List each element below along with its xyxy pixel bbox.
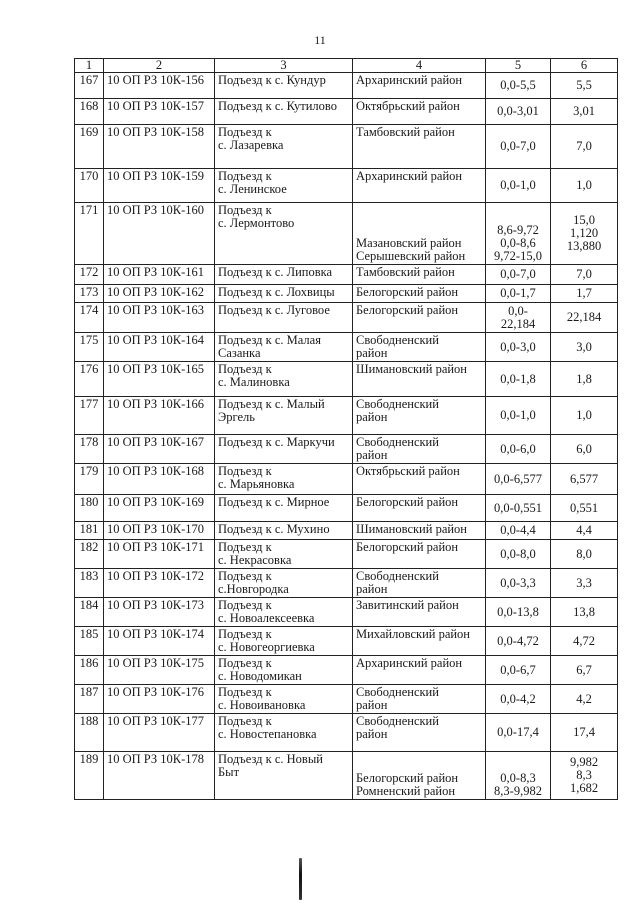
road-name-cell-line: с. Малиновка: [218, 375, 290, 389]
length-cell-line: 7,0: [576, 267, 592, 281]
district-cell-line: Белогорский район: [356, 495, 459, 509]
district-cell-line: Свободненский: [356, 435, 439, 449]
road-name-cell-line: Подъезд к с. Кутилово: [218, 99, 337, 113]
road-id-cell: 10 ОП РЗ 10К-156: [104, 73, 215, 99]
road-id-cell: 10 ОП РЗ 10К-158: [104, 125, 215, 169]
km-range-cell-line: 0,0-7,0: [500, 139, 536, 153]
length-cell-line: 8,3: [576, 768, 592, 782]
km-range-cell: [486, 598, 551, 627]
road-name-cell-line: Подъезд к: [218, 714, 272, 728]
road-name-cell: [215, 569, 353, 598]
road-name-cell: [215, 685, 353, 714]
road-id-cell: 10 ОП РЗ 10К-170: [104, 522, 215, 540]
row-number-cell: 170: [75, 169, 104, 203]
road-id-cell: 10 ОП РЗ 10К-157: [104, 99, 215, 125]
km-range-cell-line: 0,0-1,8: [500, 371, 536, 386]
road-id-cell: 10 ОП РЗ 10К-176: [104, 685, 215, 714]
road-name-cell-line: Эргель: [218, 410, 255, 424]
road-name-cell-line: с. Лермонтово: [218, 216, 295, 230]
district-cell-line: район: [356, 410, 388, 424]
length-cell-line: 22,184: [566, 310, 602, 324]
km-range-cell-line: 0,0-7,0: [500, 267, 536, 281]
road-id-cell: 10 ОП РЗ 10К-174: [104, 627, 215, 656]
table-row: [75, 333, 618, 362]
district-cell: [353, 169, 486, 203]
length-cell: [551, 522, 618, 540]
district-cell-line: Белогорский район: [356, 771, 459, 785]
road-name-cell-line: с. Новогеоргиевка: [218, 640, 315, 654]
district-cell-line: Шимановский район: [356, 362, 467, 376]
length-cell: [551, 285, 618, 303]
km-range-cell: [486, 522, 551, 540]
district-cell-line: Архаринский район: [356, 656, 463, 670]
road-name-cell: [215, 495, 353, 522]
district-cell: [353, 540, 486, 569]
district-cell: [353, 73, 486, 99]
road-name-cell-line: Подъезд к с. Малая: [218, 333, 321, 347]
length-cell-line: 3,01: [573, 104, 595, 118]
district-cell: [353, 714, 486, 752]
road-id-cell: 10 ОП РЗ 10К-178: [104, 752, 215, 800]
km-range-cell-line: 0,0-8,0: [500, 546, 536, 561]
road-name-cell: [215, 285, 353, 303]
road-name-cell: [215, 522, 353, 540]
km-range-cell: [486, 714, 551, 752]
length-cell: [551, 303, 618, 333]
length-cell: [551, 540, 618, 569]
column-header: 3: [215, 59, 353, 73]
road-name-cell: [215, 598, 353, 627]
road-id-cell: 10 ОП РЗ 10К-160: [104, 203, 215, 265]
km-range-cell-line: 0,0-4,4: [500, 523, 536, 537]
km-range-cell: [486, 265, 551, 285]
length-cell: [551, 99, 618, 125]
row-number-cell: 184: [75, 598, 104, 627]
row-number-cell: 176: [75, 362, 104, 397]
km-range-cell-line: 0,0-8,3: [500, 771, 536, 785]
km-range-cell: [486, 285, 551, 303]
table-row: [75, 569, 618, 598]
km-range-cell-line: 0,0-4,72: [497, 633, 539, 648]
table-row: [75, 362, 618, 397]
length-cell: [551, 333, 618, 362]
km-range-cell-line: 0,0-6,7: [500, 662, 536, 677]
table-row: [75, 285, 618, 303]
district-cell-line: Ромненский район: [356, 784, 456, 798]
road-name-cell-line: Подъезд к: [218, 656, 272, 670]
km-range-cell-line: 9,72-15,0: [494, 249, 542, 263]
km-range-cell: [486, 495, 551, 522]
road-name-cell-line: с. Новоалексеевка: [218, 611, 315, 625]
road-name-cell: [215, 627, 353, 656]
table-row: [75, 752, 618, 800]
column-header: 5: [486, 59, 551, 73]
road-name-cell-line: Подъезд к: [218, 464, 272, 478]
district-cell: [353, 598, 486, 627]
length-cell: [551, 397, 618, 435]
length-cell-line: 1,7: [576, 286, 592, 300]
km-range-cell-line: 0,0-6,0: [500, 441, 536, 456]
road-name-cell-line: Подъезд к с. Маркучи: [218, 435, 335, 449]
road-id-cell: 10 ОП РЗ 10К-175: [104, 656, 215, 685]
row-number-cell: 174: [75, 303, 104, 333]
road-name-cell-line: с. Новостепановка: [218, 727, 317, 741]
row-number-cell: 189: [75, 752, 104, 800]
road-name-cell: [215, 714, 353, 752]
length-cell: [551, 73, 618, 99]
km-range-cell-line: 0,0-5,5: [500, 78, 536, 92]
km-range-cell: [486, 397, 551, 435]
length-cell-line: 4,2: [576, 691, 592, 706]
row-number-cell: 169: [75, 125, 104, 169]
length-cell-line: 5,5: [576, 78, 592, 92]
district-cell-line: район: [356, 727, 388, 741]
row-number-cell: 168: [75, 99, 104, 125]
district-cell-line: Архаринский район: [356, 73, 463, 87]
district-cell: [353, 752, 486, 800]
road-name-cell: [215, 73, 353, 99]
table-row: [75, 125, 618, 169]
road-id-cell: 10 ОП РЗ 10К-161: [104, 265, 215, 285]
road-id-cell: 10 ОП РЗ 10К-165: [104, 362, 215, 397]
km-range-cell: [486, 303, 551, 333]
road-id-cell: 10 ОП РЗ 10К-168: [104, 464, 215, 495]
road-id-cell: 10 ОП РЗ 10К-169: [104, 495, 215, 522]
district-cell: [353, 362, 486, 397]
road-name-cell-line: Подъезд к: [218, 169, 272, 183]
km-range-cell: [486, 125, 551, 169]
km-range-cell-line: 0,0-: [508, 303, 528, 318]
km-range-cell-line: 0,0-8,6: [500, 236, 536, 250]
district-cell: [353, 495, 486, 522]
table-row: [75, 169, 618, 203]
district-cell: [353, 685, 486, 714]
row-number-cell: 181: [75, 522, 104, 540]
table-row: [75, 397, 618, 435]
district-cell-line: район: [356, 698, 388, 712]
km-range-cell-line: 8,6-9,72: [497, 223, 539, 237]
length-cell: [551, 435, 618, 464]
district-cell-line: Белогорский район: [356, 303, 459, 317]
road-name-cell-line: Подъезд к с. Мухино: [218, 522, 330, 536]
column-header: 1: [75, 59, 104, 73]
road-id-cell: 10 ОП РЗ 10К-167: [104, 435, 215, 464]
road-name-cell: [215, 752, 353, 800]
length-cell: [551, 627, 618, 656]
district-cell-line: Белогорский район: [356, 540, 459, 554]
table-row: [75, 464, 618, 495]
road-id-cell: 10 ОП РЗ 10К-163: [104, 303, 215, 333]
length-cell: [551, 598, 618, 627]
row-number-cell: 171: [75, 203, 104, 265]
road-name-cell-line: Подъезд к: [218, 203, 272, 217]
km-range-cell-line: 0,0-6,577: [494, 471, 542, 486]
district-cell: [353, 522, 486, 540]
road-name-cell-line: Подъезд к: [218, 627, 272, 641]
district-cell-line: Шимановский район: [356, 522, 467, 536]
district-cell-line: район: [356, 448, 388, 462]
km-range-cell: [486, 464, 551, 495]
km-range-cell: [486, 540, 551, 569]
length-cell: [551, 265, 618, 285]
road-name-cell-line: Подъезд к с. Малый: [218, 397, 325, 411]
length-cell: [551, 569, 618, 598]
district-cell: [353, 397, 486, 435]
table-row: [75, 435, 618, 464]
km-range-cell-line: 0,0-3,01: [497, 104, 539, 118]
length-cell: [551, 685, 618, 714]
district-cell-line: Октябрьский район: [356, 99, 460, 113]
km-range-cell: [486, 656, 551, 685]
row-number-cell: 183: [75, 569, 104, 598]
road-name-cell: [215, 333, 353, 362]
road-name-cell-line: с. Лазаревка: [218, 138, 284, 152]
road-name-cell: [215, 464, 353, 495]
district-cell-line: Свободненский: [356, 569, 439, 583]
length-cell-line: 15,0: [573, 213, 595, 227]
km-range-cell-line: 0,0-17,4: [497, 725, 539, 739]
table-row: [75, 522, 618, 540]
district-cell-line: Мазановский район: [356, 236, 462, 250]
table-row: [75, 495, 618, 522]
road-name-cell: [215, 362, 353, 397]
road-name-cell-line: Подъезд к с. Луговое: [218, 303, 330, 317]
district-cell: [353, 333, 486, 362]
table-row: [75, 656, 618, 685]
table-row: [75, 73, 618, 99]
district-cell: [353, 285, 486, 303]
road-name-cell: [215, 99, 353, 125]
length-cell-line: 8,0: [576, 546, 592, 561]
table-row: [75, 99, 618, 125]
km-range-cell: [486, 685, 551, 714]
length-cell: [551, 495, 618, 522]
table-row: [75, 714, 618, 752]
length-cell-line: 6,577: [569, 471, 599, 486]
road-name-cell: [215, 397, 353, 435]
row-number-cell: 179: [75, 464, 104, 495]
length-cell-line: 4,4: [576, 523, 592, 537]
road-name-cell-line: Подъезд к: [218, 540, 272, 554]
length-cell-line: 0,551: [569, 500, 599, 515]
table-row: [75, 203, 618, 265]
road-id-cell: 10 ОП РЗ 10К-166: [104, 397, 215, 435]
road-name-cell-line: Подъезд к: [218, 598, 272, 612]
length-cell-line: 1,682: [569, 781, 599, 795]
district-cell-line: Михайловский район: [356, 627, 470, 641]
road-name-cell: [215, 435, 353, 464]
header-row: [75, 59, 618, 73]
table-row: [75, 627, 618, 656]
district-cell-line: Тамбовский район: [356, 125, 455, 139]
district-cell-line: Архаринский район: [356, 169, 463, 183]
table-row: [75, 540, 618, 569]
district-cell-line: Свободненский: [356, 714, 439, 728]
road-name-cell-line: Подъезд к с. Лохвицы: [218, 285, 335, 299]
km-range-cell: [486, 362, 551, 397]
km-range-cell: [486, 73, 551, 99]
row-number-cell: 178: [75, 435, 104, 464]
km-range-cell-line: 8,3-9,982: [494, 784, 542, 798]
length-cell-line: 1,120: [569, 226, 599, 240]
km-range-cell: [486, 169, 551, 203]
road-id-cell: 10 ОП РЗ 10К-164: [104, 333, 215, 362]
column-header: 4: [353, 59, 486, 73]
road-id-cell: 10 ОП РЗ 10К-172: [104, 569, 215, 598]
road-name-cell-line: Подъезд к: [218, 362, 272, 376]
row-number-cell: 177: [75, 397, 104, 435]
district-cell: [353, 464, 486, 495]
district-cell: [353, 569, 486, 598]
length-cell-line: 1,8: [576, 371, 592, 386]
road-name-cell-line: с. Некрасовка: [218, 553, 292, 567]
row-number-cell: 187: [75, 685, 104, 714]
district-cell-line: район: [356, 582, 388, 596]
road-name-cell: [215, 125, 353, 169]
road-name-cell-line: Подъезд к с. Мирное: [218, 495, 330, 509]
length-cell-line: 13,8: [573, 604, 595, 619]
length-cell-line: 4,72: [573, 633, 595, 648]
district-cell: [353, 99, 486, 125]
district-cell: [353, 203, 486, 265]
table-row: [75, 265, 618, 285]
row-number-cell: 167: [75, 73, 104, 99]
roads-registry-table: [74, 58, 618, 800]
column-header: 2: [104, 59, 215, 73]
road-name-cell: [215, 203, 353, 265]
km-range-cell: [486, 627, 551, 656]
km-range-cell: [486, 752, 551, 800]
length-cell-line: 9,982: [569, 755, 599, 769]
district-cell-line: Октябрьский район: [356, 464, 460, 478]
length-cell-line: 6,7: [576, 662, 592, 677]
row-number-cell: 185: [75, 627, 104, 656]
district-cell-line: Серышевский район: [356, 249, 466, 263]
row-number-cell: 172: [75, 265, 104, 285]
road-id-cell: 10 ОП РЗ 10К-173: [104, 598, 215, 627]
district-cell: [353, 656, 486, 685]
km-range-cell: [486, 569, 551, 598]
road-id-cell: 10 ОП РЗ 10К-177: [104, 714, 215, 752]
km-range-cell-line: 0,0-1,0: [500, 178, 536, 192]
km-range-cell: [486, 333, 551, 362]
road-name-cell-line: с. Новоивановка: [218, 698, 306, 712]
length-cell-line: 1,0: [576, 408, 592, 422]
length-cell-line: 6,0: [576, 441, 592, 456]
length-cell-line: 17,4: [573, 725, 595, 739]
table-body: [75, 73, 618, 800]
length-cell: [551, 714, 618, 752]
road-name-cell-line: Подъезд к: [218, 125, 272, 139]
row-number-cell: 188: [75, 714, 104, 752]
table-row: [75, 598, 618, 627]
table-row: [75, 303, 618, 333]
length-cell-line: 3,3: [576, 575, 592, 590]
road-name-cell-line: Сазанка: [218, 346, 261, 360]
road-name-cell: [215, 656, 353, 685]
road-name-cell-line: с. Марьяновка: [218, 477, 295, 491]
road-name-cell-line: с.Новгородка: [218, 582, 289, 596]
row-number-cell: 180: [75, 495, 104, 522]
row-number-cell: 186: [75, 656, 104, 685]
road-id-cell: 10 ОП РЗ 10К-162: [104, 285, 215, 303]
road-name-cell: [215, 540, 353, 569]
district-cell-line: Свободненский: [356, 333, 439, 347]
row-number-cell: 173: [75, 285, 104, 303]
road-name-cell-line: Быт: [218, 765, 240, 779]
length-cell-line: 7,0: [576, 139, 592, 153]
length-cell-line: 1,0: [576, 178, 592, 192]
district-cell: [353, 627, 486, 656]
km-range-cell-line: 0,0-4,2: [500, 691, 536, 706]
length-cell: [551, 656, 618, 685]
length-cell-line: 3,0: [576, 339, 592, 354]
length-cell: [551, 464, 618, 495]
road-name-cell: [215, 303, 353, 333]
road-name-cell: [215, 265, 353, 285]
km-range-cell-line: 0,0-1,7: [500, 286, 536, 300]
road-name-cell-line: с. Новодомикан: [218, 669, 302, 683]
road-id-cell: 10 ОП РЗ 10К-171: [104, 540, 215, 569]
district-cell: [353, 303, 486, 333]
length-cell-line: 13,880: [566, 239, 602, 253]
road-name-cell-line: Подъезд к с. Новый: [218, 752, 323, 766]
binding-mark: [299, 858, 302, 900]
length-cell: [551, 752, 618, 800]
km-range-cell-line: 0,0-3,3: [500, 575, 536, 590]
km-range-cell: [486, 203, 551, 265]
road-name-cell: [215, 169, 353, 203]
column-header: 6: [551, 59, 618, 73]
length-cell: [551, 362, 618, 397]
road-name-cell-line: Подъезд к: [218, 569, 272, 583]
district-cell-line: Свободненский: [356, 397, 439, 411]
length-cell: [551, 169, 618, 203]
table-row: [75, 685, 618, 714]
district-cell-line: Белогорский район: [356, 285, 459, 299]
page-number: 11: [314, 33, 326, 47]
km-range-cell-line: 22,184: [500, 316, 536, 331]
district-cell-line: Свободненский: [356, 685, 439, 699]
km-range-cell-line: 0,0-0,551: [494, 500, 542, 515]
road-id-cell: 10 ОП РЗ 10К-159: [104, 169, 215, 203]
km-range-cell-line: 0,0-13,8: [497, 604, 539, 619]
road-name-cell-line: с. Ленинское: [218, 182, 287, 196]
km-range-cell-line: 0,0-1,0: [500, 408, 536, 422]
district-cell: [353, 125, 486, 169]
road-name-cell-line: Подъезд к: [218, 685, 272, 699]
length-cell: [551, 125, 618, 169]
district-cell-line: Завитинский район: [356, 598, 459, 612]
district-cell-line: район: [356, 346, 388, 360]
district-cell: [353, 265, 486, 285]
km-range-cell: [486, 435, 551, 464]
row-number-cell: 175: [75, 333, 104, 362]
km-range-cell: [486, 99, 551, 125]
length-cell: [551, 203, 618, 265]
district-cell-line: Тамбовский район: [356, 265, 455, 279]
row-number-cell: 182: [75, 540, 104, 569]
km-range-cell-line: 0,0-3,0: [500, 339, 536, 354]
road-name-cell-line: Подъезд к с. Липовка: [218, 265, 333, 279]
road-name-cell-line: Подъезд к с. Кундур: [218, 73, 326, 87]
district-cell: [353, 435, 486, 464]
